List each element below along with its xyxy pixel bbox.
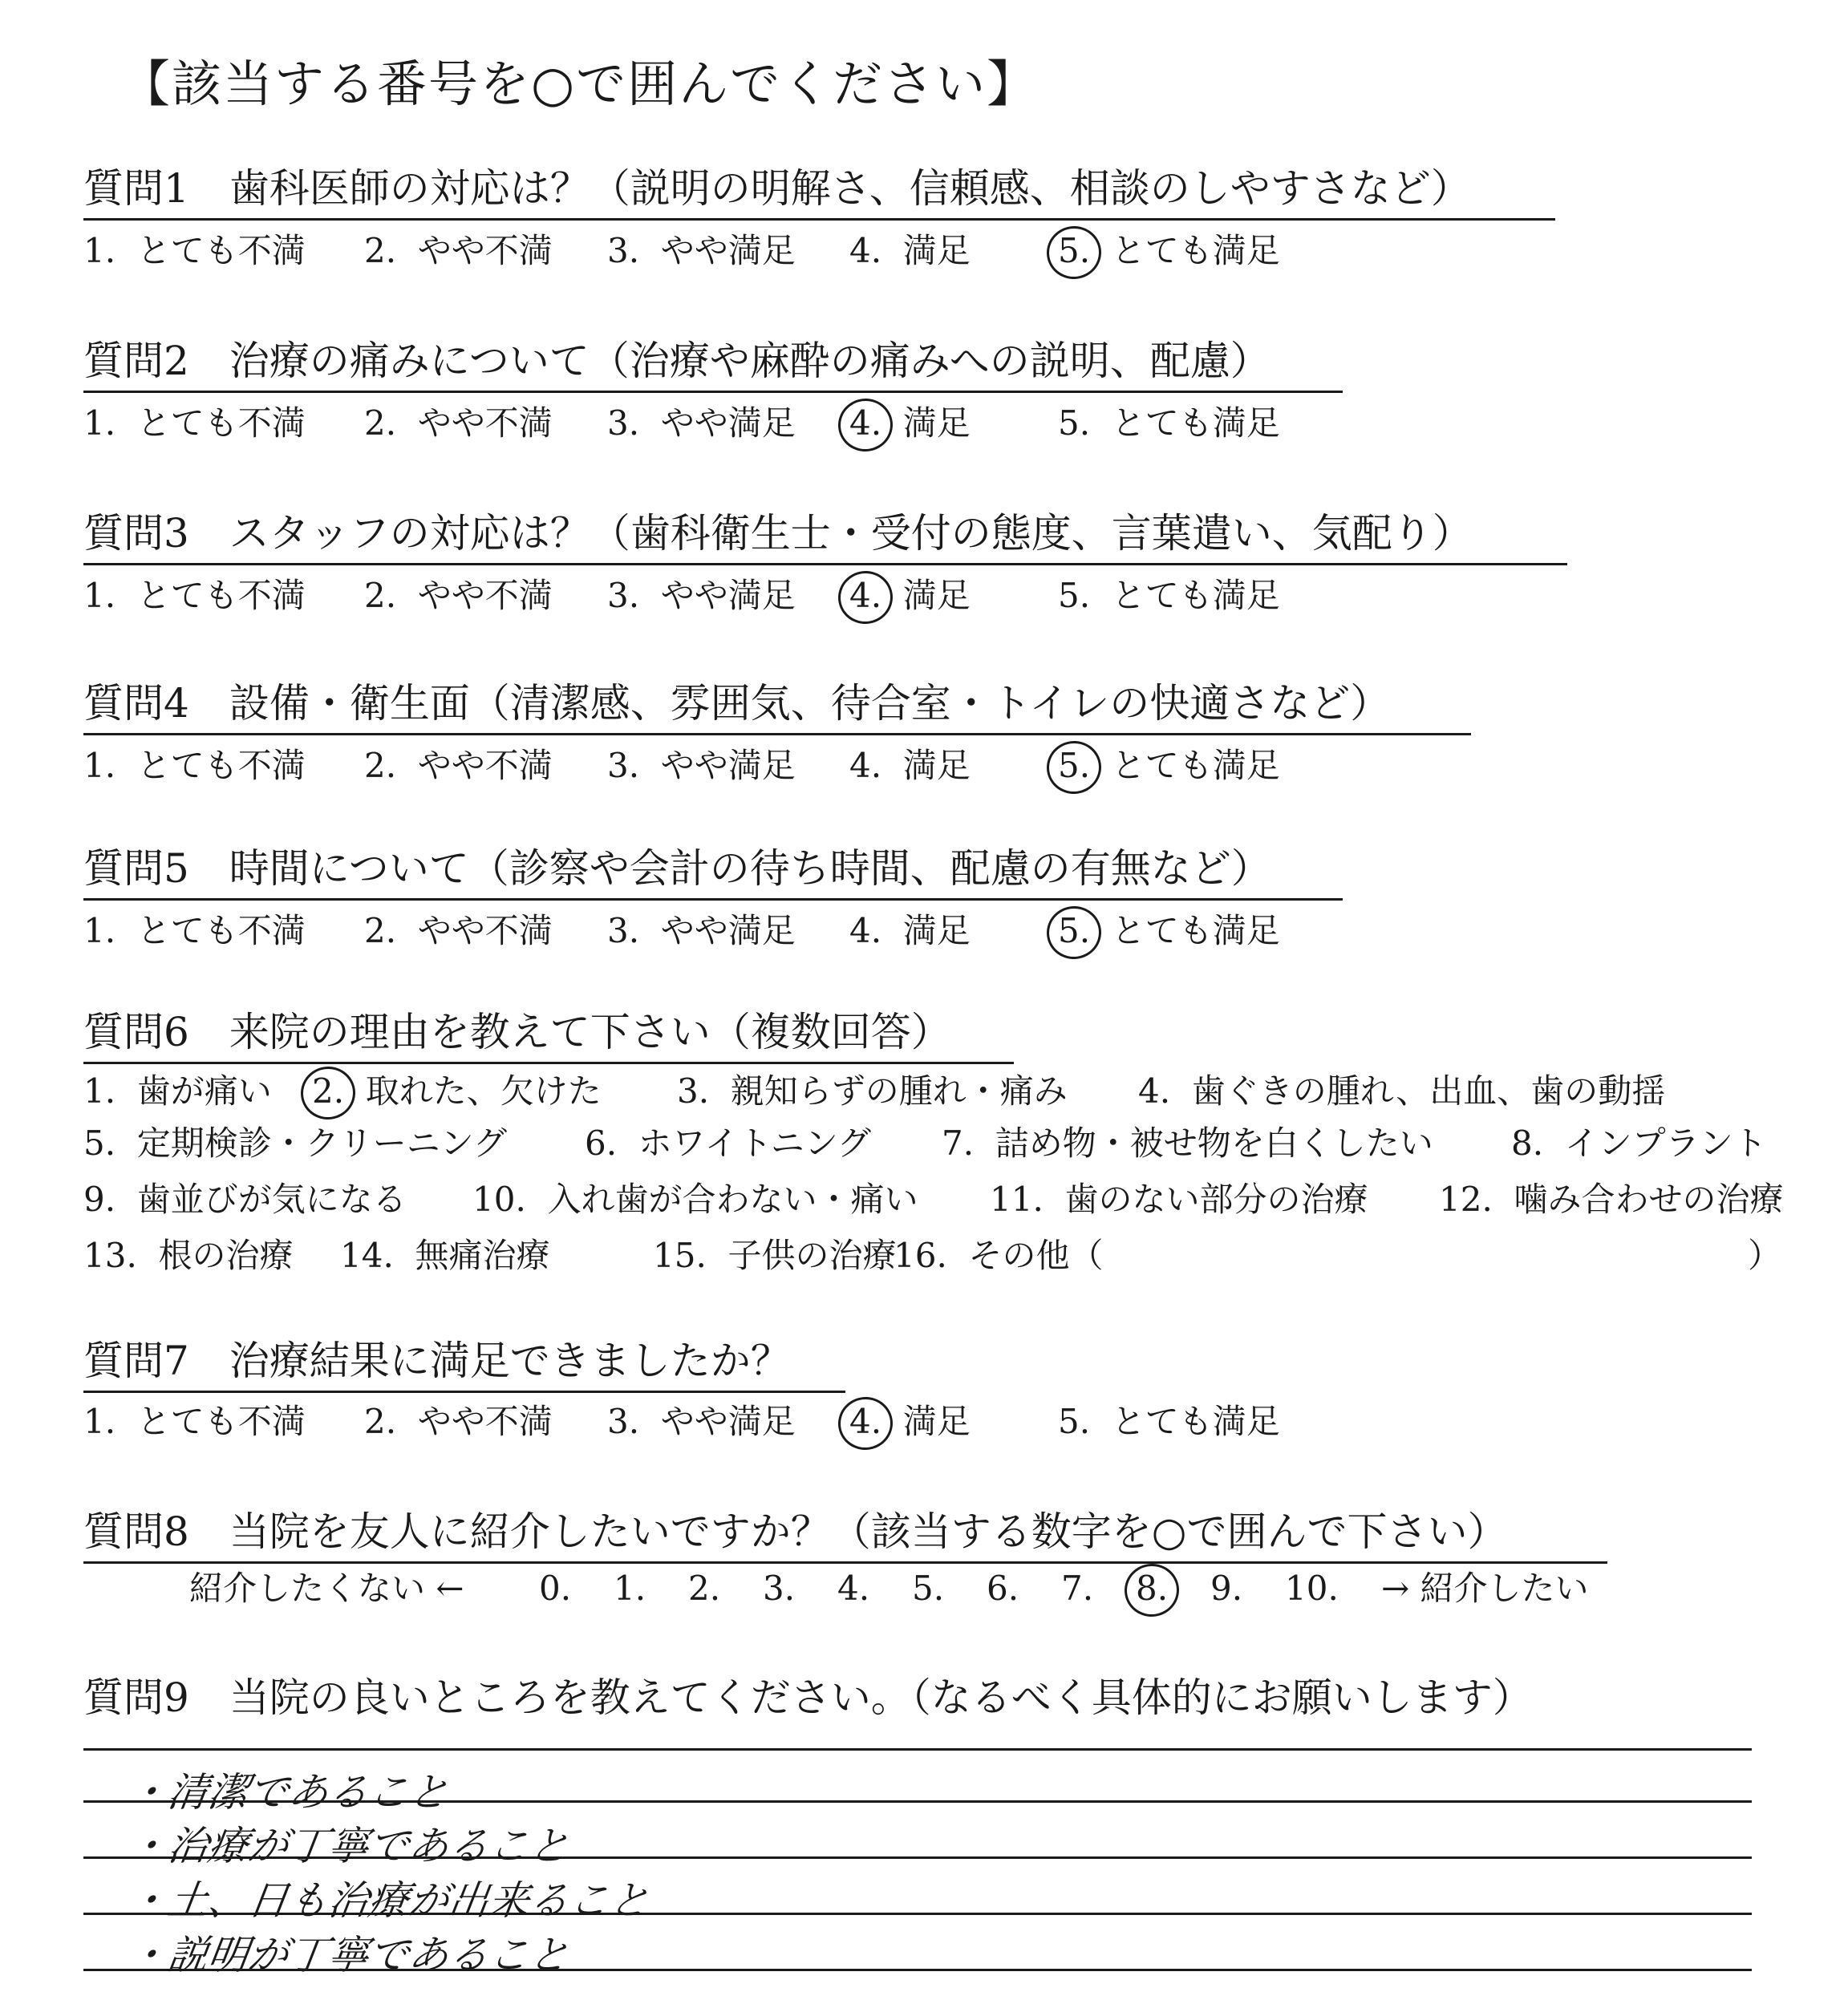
title-underline xyxy=(83,733,1471,735)
scale-number: 3. xyxy=(763,1569,796,1608)
scale-number: 6. xyxy=(987,1569,1019,1608)
scale-number: 8. xyxy=(1136,1569,1169,1608)
option-label: やや満足 xyxy=(660,746,796,785)
question-title: 質問4 設備・衛生面（清潔感、雰囲気、待合室・トイレの快適さなど） xyxy=(83,680,1391,727)
option-number: 2. xyxy=(364,576,397,615)
option-label: やや不満 xyxy=(417,1402,553,1441)
option-label: 満足 xyxy=(902,403,971,443)
option-label: 詰め物・被せ物を白くしたい xyxy=(995,1124,1433,1163)
option-label: やや満足 xyxy=(660,576,796,615)
answer-option xyxy=(1138,1071,1666,1111)
option-number: 1. xyxy=(83,1071,116,1111)
scale-option xyxy=(763,1569,796,1608)
option-label: 根の治療 xyxy=(158,1236,294,1275)
option-number: 3. xyxy=(607,231,640,270)
option-number: 3. xyxy=(607,911,640,950)
handwritten-answer: ・清潔であること xyxy=(124,1769,452,1816)
option-number: 4. xyxy=(849,1402,882,1441)
answer-option xyxy=(340,1236,550,1275)
option-label: とても満足 xyxy=(1111,403,1280,443)
option-number: 3. xyxy=(607,576,640,615)
option-number: 4. xyxy=(1138,1071,1171,1111)
scale-option xyxy=(837,1569,870,1608)
answer-option xyxy=(364,403,553,443)
option-label: 無痛治療 xyxy=(415,1236,550,1275)
option-number: 15. xyxy=(653,1236,707,1275)
option-number: 12. xyxy=(1439,1180,1493,1219)
answer-option xyxy=(83,403,306,443)
option-number: 8. xyxy=(1511,1124,1544,1163)
option-number: 5. xyxy=(1058,746,1091,785)
scale-left-label: 紹介したくない ← xyxy=(189,1569,464,1608)
title-underline xyxy=(83,898,1343,901)
option-number: 6. xyxy=(585,1124,618,1163)
scale-number: 1. xyxy=(614,1569,646,1608)
answer-option xyxy=(849,403,971,443)
scale-option xyxy=(614,1569,646,1608)
option-label: とても不満 xyxy=(136,231,306,270)
option-label: とても満足 xyxy=(1111,1402,1280,1441)
answer-option xyxy=(849,1402,971,1441)
option-label: 取れた、欠けた xyxy=(365,1071,602,1111)
option-label: とても満足 xyxy=(1111,911,1280,950)
option-label: とても満足 xyxy=(1111,746,1280,785)
answer-option xyxy=(364,576,553,615)
option-label: 満足 xyxy=(902,746,971,785)
option-label: 親知らずの腫れ・痛み xyxy=(730,1071,1068,1111)
option-number: 2. xyxy=(364,231,397,270)
option-label: やや不満 xyxy=(417,403,553,443)
question-title: 質問5 時間について（診察や会計の待ち時間、配慮の有無など） xyxy=(83,845,1271,892)
scale-option xyxy=(1061,1569,1094,1608)
option-number: 14. xyxy=(340,1236,394,1275)
answer-option xyxy=(849,911,971,950)
scale-number: 7. xyxy=(1061,1569,1094,1608)
option-number: 2. xyxy=(312,1071,345,1111)
option-number: 1. xyxy=(83,746,116,785)
scale-number: 4. xyxy=(837,1569,870,1608)
option-number: 4. xyxy=(849,746,882,785)
option-number: 1. xyxy=(83,231,116,270)
scale-option xyxy=(1136,1569,1169,1608)
answer-option xyxy=(607,911,796,950)
scale-number: 0. xyxy=(539,1569,572,1608)
title-underline xyxy=(83,1062,1014,1064)
option-label: 歯のない部分の治療 xyxy=(1064,1180,1368,1219)
answer-option xyxy=(607,403,796,443)
answer-option xyxy=(83,746,306,785)
option-number: 4. xyxy=(849,231,882,270)
answer-option xyxy=(1058,1402,1280,1441)
option-label: やや満足 xyxy=(660,403,796,443)
option-label: インプラント xyxy=(1564,1124,1767,1163)
answer-option xyxy=(83,1236,294,1275)
option-label: とても満足 xyxy=(1111,576,1280,615)
option-number: 10. xyxy=(472,1180,526,1219)
option-number: 2. xyxy=(364,746,397,785)
answer-option xyxy=(894,1236,1104,1275)
option-number: 2. xyxy=(364,911,397,950)
option-label: やや満足 xyxy=(660,1402,796,1441)
option-number: 5. xyxy=(1058,231,1091,270)
title-underline xyxy=(83,1391,845,1393)
scale-option xyxy=(912,1569,945,1608)
option-number: 2. xyxy=(364,1402,397,1441)
answer-option xyxy=(849,576,971,615)
page-title: 【該当する番号を○で囲んでください】 xyxy=(120,55,1039,113)
option-number: 1. xyxy=(83,911,116,950)
option-number: 5. xyxy=(1058,911,1091,950)
scale-option xyxy=(1210,1569,1243,1608)
option-label: 歯が痛い xyxy=(136,1071,272,1111)
answer-option xyxy=(1058,576,1280,615)
option-label: 定期検診・クリーニング xyxy=(136,1124,507,1163)
scale-option xyxy=(987,1569,1019,1608)
option-label: とても満足 xyxy=(1111,231,1280,270)
option-label: やや満足 xyxy=(660,231,796,270)
answer-option xyxy=(83,1071,272,1111)
option-label: とても不満 xyxy=(136,911,306,950)
handwritten-answer: ・土、日も治療が出来ること xyxy=(124,1877,653,1924)
option-label: とても不満 xyxy=(136,1402,306,1441)
answer-option xyxy=(83,911,306,950)
answer-option xyxy=(607,231,796,270)
answer-option xyxy=(677,1071,1068,1111)
option-number: 16. xyxy=(894,1236,947,1275)
title-underline xyxy=(83,391,1343,393)
other-close-paren: ） xyxy=(1748,1236,1782,1275)
option-label: 満足 xyxy=(902,576,971,615)
answer-option xyxy=(1058,403,1280,443)
answer-option xyxy=(83,1180,407,1219)
option-number: 3. xyxy=(607,403,640,443)
option-number: 3. xyxy=(607,746,640,785)
option-number: 1. xyxy=(83,576,116,615)
option-label: とても不満 xyxy=(136,403,306,443)
answer-option xyxy=(607,746,796,785)
answer-option xyxy=(83,576,306,615)
answer-option xyxy=(1058,911,1280,950)
option-number: 3. xyxy=(677,1071,710,1111)
option-label: ホワイトニング xyxy=(638,1124,872,1163)
answer-option xyxy=(990,1180,1368,1219)
option-number: 5. xyxy=(1058,1402,1091,1441)
option-label: やや不満 xyxy=(417,576,553,615)
question-title: 質問7 治療結果に満足できましたか？ xyxy=(83,1338,791,1384)
answer-line xyxy=(83,1748,1752,1751)
scale-option xyxy=(539,1569,572,1608)
title-underline xyxy=(83,563,1567,565)
answer-option xyxy=(364,231,553,270)
scale-number: 10. xyxy=(1285,1569,1339,1608)
scale-option xyxy=(688,1569,721,1608)
question-title: 質問9 当院の良いところを教えてください。（なるべく具体的にお願いします） xyxy=(83,1674,1533,1721)
scale-right-label: → 紹介したい xyxy=(1381,1569,1589,1608)
option-label: とても不満 xyxy=(136,746,306,785)
answer-option xyxy=(653,1236,897,1275)
option-number: 4. xyxy=(849,576,882,615)
answer-option xyxy=(607,1402,796,1441)
answer-option xyxy=(83,231,306,270)
answer-option xyxy=(1511,1124,1767,1163)
scale-number: 5. xyxy=(912,1569,945,1608)
answer-option xyxy=(472,1180,918,1219)
option-number: 1. xyxy=(83,1402,116,1441)
answer-option xyxy=(83,1124,507,1163)
answer-option xyxy=(83,1402,306,1441)
option-label: 満足 xyxy=(902,1402,971,1441)
option-number: 9. xyxy=(83,1180,116,1219)
option-label: やや不満 xyxy=(417,911,553,950)
option-label: 満足 xyxy=(902,231,971,270)
answer-option xyxy=(1058,231,1280,270)
answer-option xyxy=(942,1124,1433,1163)
question-title: 質問1 歯科医師の対応は？（説明の明解さ、信頼感、相談のしやすさなど） xyxy=(83,165,1471,212)
question-title: 質問8 当院を友人に紹介したいですか？（該当する数字を○で囲んで下さい） xyxy=(83,1508,1508,1555)
option-number: 5. xyxy=(1058,576,1091,615)
option-label: 噛み合わせの治療 xyxy=(1514,1180,1784,1219)
option-number: 2. xyxy=(364,403,397,443)
option-label: 満足 xyxy=(902,911,971,950)
option-label: やや不満 xyxy=(417,746,553,785)
answer-option xyxy=(364,746,553,785)
answer-option xyxy=(364,1402,553,1441)
answer-option xyxy=(607,576,796,615)
answer-option xyxy=(849,231,971,270)
scale-number: 9. xyxy=(1210,1569,1243,1608)
option-number: 3. xyxy=(607,1402,640,1441)
answer-option xyxy=(312,1071,602,1111)
option-label: 歯並びが気になる xyxy=(136,1180,407,1219)
scale-option xyxy=(1285,1569,1339,1608)
question-title: 質問3 スタッフの対応は？（歯科衛生士・受付の態度、言葉遣い、気配り） xyxy=(83,510,1473,557)
option-label: その他（ xyxy=(968,1236,1104,1275)
option-number: 13. xyxy=(83,1236,137,1275)
option-label: とても不満 xyxy=(136,576,306,615)
answer-option xyxy=(585,1124,872,1163)
handwritten-answer: ・説明が丁寧であること xyxy=(124,1932,573,1978)
option-label: 子供の治療 xyxy=(727,1236,897,1275)
question-title: 質問6 来院の理由を教えて下さい（複数回答） xyxy=(83,1009,951,1055)
option-label: やや不満 xyxy=(417,231,553,270)
answer-option xyxy=(364,911,553,950)
answer-option xyxy=(1058,746,1280,785)
answer-option xyxy=(849,746,971,785)
option-label: 入れ歯が合わない・痛い xyxy=(547,1180,918,1219)
option-number: 5. xyxy=(1058,403,1091,443)
scale-number: 2. xyxy=(688,1569,721,1608)
handwritten-answer: ・治療が丁寧であること xyxy=(124,1823,573,1869)
title-underline xyxy=(83,218,1555,221)
option-label: 歯ぐきの腫れ、出血、歯の動揺 xyxy=(1191,1071,1666,1111)
option-number: 5. xyxy=(83,1124,116,1163)
option-number: 7. xyxy=(942,1124,975,1163)
option-label: やや満足 xyxy=(660,911,796,950)
title-underline xyxy=(83,1561,1607,1564)
option-number: 1. xyxy=(83,403,116,443)
question-title: 質問2 治療の痛みについて（治療や麻酔の痛みへの説明、配慮） xyxy=(83,338,1270,384)
option-number: 4. xyxy=(849,403,882,443)
answer-option xyxy=(1439,1180,1784,1219)
option-number: 4. xyxy=(849,911,882,950)
option-number: 11. xyxy=(990,1180,1044,1219)
